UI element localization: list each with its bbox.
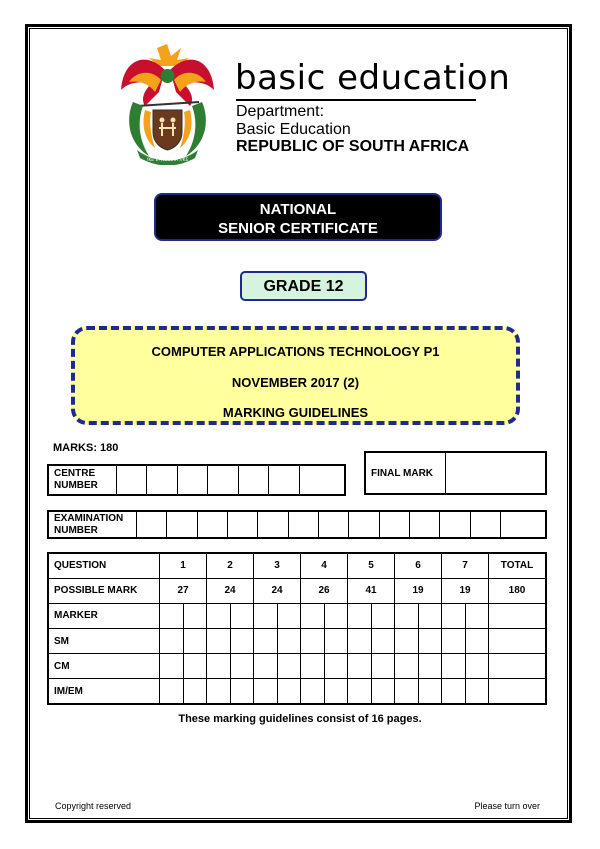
pages-note: These marking guidelines consist of 16 pages.	[178, 713, 422, 725]
possible-mark-q4: 26	[301, 578, 348, 603]
mark-cell[interactable]	[348, 679, 372, 704]
grid-header-q7: 7	[442, 553, 489, 578]
subject-title: COMPUTER APPLICATIONS TECHNOLOGY P1	[151, 344, 440, 359]
grid-header-q6: 6	[395, 553, 442, 578]
mark-cell[interactable]	[277, 603, 301, 628]
department-line-1: Department:	[236, 103, 325, 120]
possible-mark-q1: 27	[160, 578, 207, 603]
possible-mark-q3: 24	[254, 578, 301, 603]
mark-cell[interactable]	[254, 628, 278, 653]
mark-cell[interactable]	[301, 679, 325, 704]
marker-row-label: MARKER	[48, 603, 160, 628]
mark-cell[interactable]	[348, 654, 372, 679]
mark-cell[interactable]	[160, 679, 184, 704]
centre-number-cell[interactable]	[208, 465, 238, 495]
mark-cell[interactable]	[489, 603, 547, 628]
exam-number-cell[interactable]	[137, 511, 167, 538]
mark-cell[interactable]	[418, 654, 442, 679]
grade-box: GRADE 12	[240, 271, 367, 301]
exam-number-cell[interactable]	[167, 511, 197, 538]
grid-header-q2: 2	[207, 553, 254, 578]
mark-cell[interactable]	[371, 679, 395, 704]
mark-cell[interactable]	[183, 628, 207, 653]
exam-session: NOVEMBER 2017 (2)	[231, 375, 360, 390]
centre-number-label: CENTRE NUMBER	[48, 465, 117, 495]
mark-cell[interactable]	[489, 679, 547, 704]
mark-cell[interactable]	[254, 679, 278, 704]
mark-cell[interactable]	[324, 628, 348, 653]
mark-cell[interactable]	[254, 603, 278, 628]
examination-number-table	[47, 510, 547, 539]
mark-cell[interactable]	[160, 628, 184, 653]
final-mark-table	[364, 451, 547, 495]
mark-cell[interactable]	[324, 679, 348, 704]
mark-cell[interactable]	[395, 679, 419, 704]
exam-number-cell[interactable]	[197, 511, 227, 538]
grid-header-q5: 5	[348, 553, 395, 578]
mark-cell[interactable]	[301, 628, 325, 653]
centre-number-cell[interactable]	[177, 465, 207, 495]
possible-mark-q6: 19	[395, 578, 442, 603]
mark-cell[interactable]	[324, 603, 348, 628]
mark-cell[interactable]	[395, 628, 419, 653]
subject-box	[71, 326, 520, 425]
examination-number-label: EXAMINATION NUMBER	[48, 511, 137, 538]
exam-number-cell[interactable]	[500, 511, 546, 538]
mark-cell[interactable]	[418, 628, 442, 653]
svg-text:!KE E: /XARRA //KE: !KE E: /XARRA //KE	[146, 158, 189, 163]
exam-number-cell[interactable]	[440, 511, 470, 538]
mark-cell[interactable]	[230, 654, 254, 679]
exam-number-cell[interactable]	[227, 511, 257, 538]
mark-cell[interactable]	[277, 679, 301, 704]
mark-cell[interactable]	[207, 679, 231, 704]
mark-cell[interactable]	[230, 628, 254, 653]
centre-number-cell[interactable]	[269, 465, 299, 495]
possible-mark-total: 180	[489, 578, 547, 603]
exam-number-cell[interactable]	[379, 511, 409, 538]
mark-cell[interactable]	[395, 654, 419, 679]
grid-header-total: TOTAL	[489, 553, 547, 578]
mark-cell[interactable]	[489, 628, 547, 653]
mark-cell[interactable]	[465, 628, 489, 653]
exam-number-cell[interactable]	[349, 511, 379, 538]
grid-header-q4: 4	[301, 553, 348, 578]
final-mark-cell[interactable]	[446, 452, 547, 494]
exam-number-cell[interactable]	[288, 511, 318, 538]
mark-cell[interactable]	[277, 628, 301, 653]
mark-cell[interactable]	[230, 603, 254, 628]
grid-header-q3: 3	[254, 553, 301, 578]
mark-cell[interactable]	[465, 679, 489, 704]
centre-number-cell[interactable]	[299, 465, 345, 495]
certificate-banner	[154, 193, 442, 241]
mark-cell[interactable]	[418, 603, 442, 628]
department-line-2: Basic Education	[236, 121, 351, 138]
exam-number-cell[interactable]	[409, 511, 439, 538]
exam-number-cell[interactable]	[318, 511, 348, 538]
mark-cell[interactable]	[442, 679, 466, 704]
imem-row-label: IM/EM	[48, 679, 160, 704]
possible-mark-q7: 19	[442, 578, 489, 603]
certificate-line-2: SENIOR CERTIFICATE	[218, 220, 378, 237]
mark-cell[interactable]	[207, 654, 231, 679]
brand-title: basic education	[235, 58, 511, 98]
mark-cell[interactable]	[207, 628, 231, 653]
mark-cell[interactable]	[442, 654, 466, 679]
mark-cell[interactable]	[371, 628, 395, 653]
exam-number-cell[interactable]	[258, 511, 288, 538]
mark-cell[interactable]	[277, 654, 301, 679]
total-marks: MARKS: 180	[53, 442, 119, 454]
possible-mark-q2: 24	[207, 578, 254, 603]
mark-cell[interactable]	[465, 654, 489, 679]
mark-cell[interactable]	[442, 628, 466, 653]
possible-mark-q5: 41	[348, 578, 395, 603]
coat-of-arms-logo	[115, 40, 220, 165]
cm-row-label: CM	[48, 654, 160, 679]
mark-cell[interactable]	[160, 603, 184, 628]
document-type: MARKING GUIDELINES	[222, 405, 369, 420]
grid-header-question: QUESTION	[48, 553, 160, 578]
mark-cell[interactable]	[489, 654, 547, 679]
marks-grid	[47, 552, 547, 705]
grid-header-q1: 1	[160, 553, 207, 578]
sm-row-label: SM	[48, 628, 160, 653]
copyright-notice: Copyright reserved	[55, 801, 132, 811]
country-name: REPUBLIC OF SOUTH AFRICA	[236, 138, 470, 155]
centre-number-cell[interactable]	[147, 465, 177, 495]
final-mark-label: FINAL MARK	[365, 452, 446, 494]
brand-underline	[236, 99, 476, 101]
mark-cell[interactable]	[348, 603, 372, 628]
mark-cell[interactable]	[324, 654, 348, 679]
mark-cell[interactable]	[301, 654, 325, 679]
mark-cell[interactable]	[348, 628, 372, 653]
centre-number-table	[47, 464, 346, 496]
possible-mark-label: POSSIBLE MARK	[48, 578, 160, 603]
centre-number-cell[interactable]	[238, 465, 268, 495]
certificate-line-1: NATIONAL	[259, 201, 337, 218]
mark-cell[interactable]	[207, 603, 231, 628]
mark-cell[interactable]	[183, 679, 207, 704]
mark-cell[interactable]	[418, 679, 442, 704]
mark-cell[interactable]	[371, 654, 395, 679]
mark-cell[interactable]	[301, 603, 325, 628]
mark-cell[interactable]	[183, 603, 207, 628]
mark-cell[interactable]	[183, 654, 207, 679]
mark-cell[interactable]	[160, 654, 184, 679]
mark-cell[interactable]	[395, 603, 419, 628]
mark-cell[interactable]	[254, 654, 278, 679]
mark-cell[interactable]	[465, 603, 489, 628]
exam-number-cell[interactable]	[470, 511, 500, 538]
centre-number-cell[interactable]	[117, 465, 147, 495]
turn-over-notice: Please turn over	[474, 801, 540, 811]
mark-cell[interactable]	[230, 679, 254, 704]
mark-cell[interactable]	[442, 603, 466, 628]
mark-cell[interactable]	[371, 603, 395, 628]
